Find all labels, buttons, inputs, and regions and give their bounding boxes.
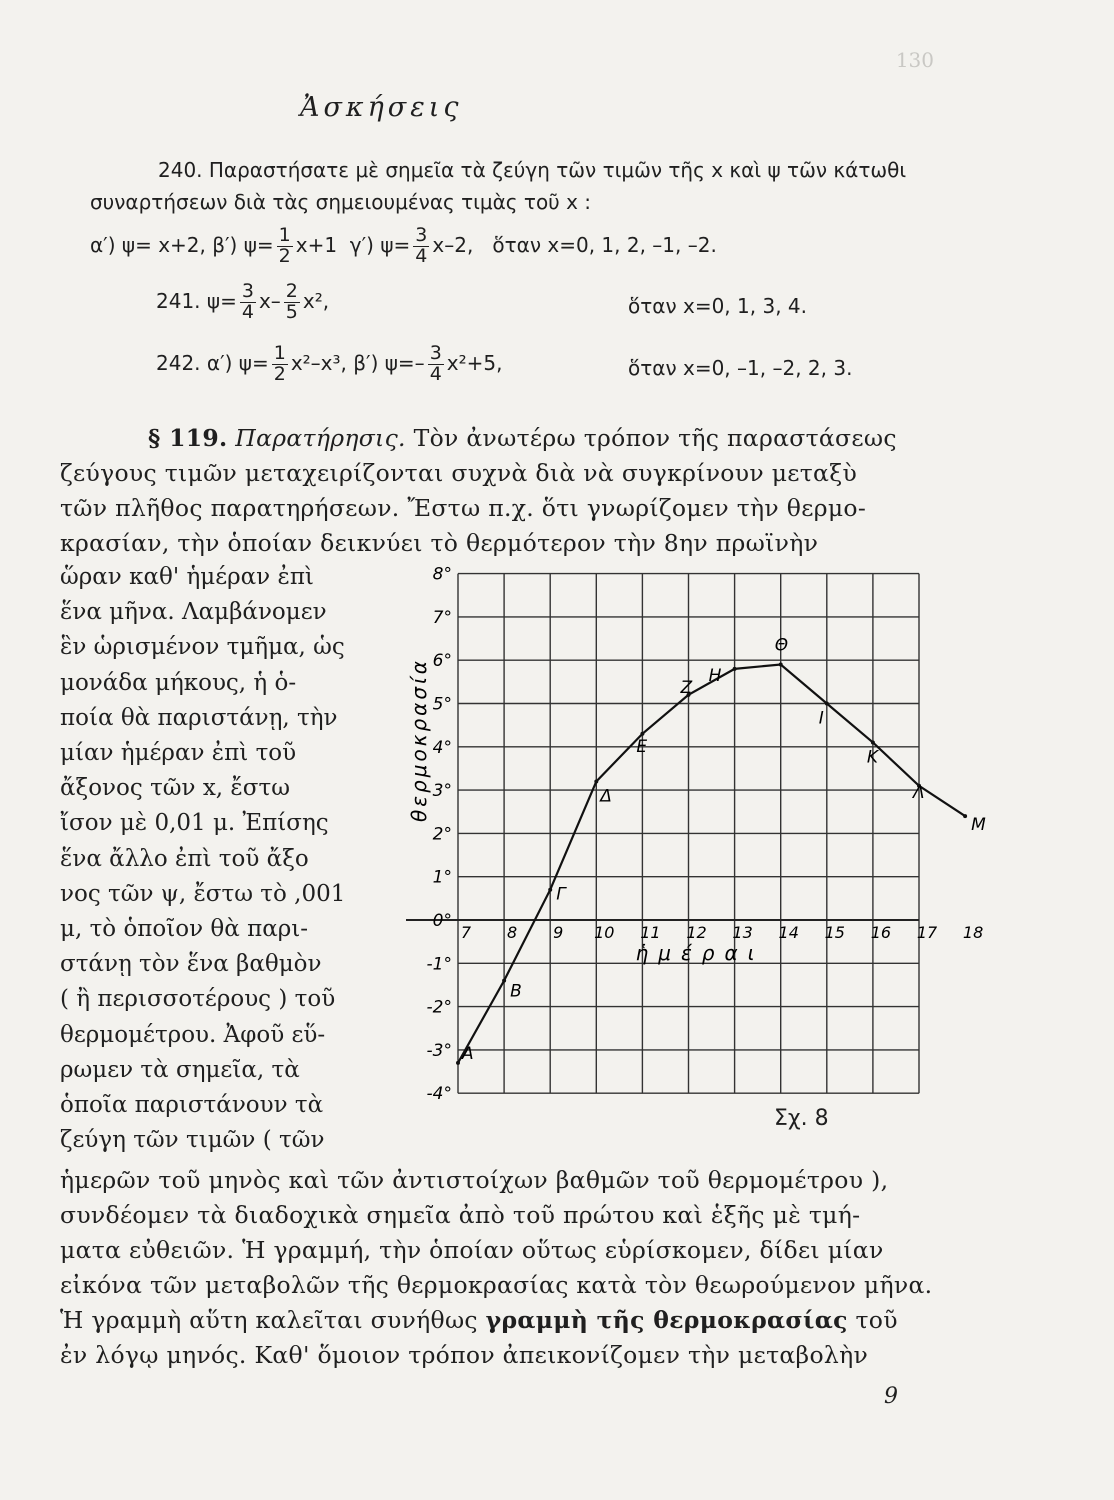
x-tick-label: 17: [916, 923, 938, 942]
point-label: Δ: [600, 786, 612, 807]
exercise-241-mid: x–: [258, 288, 281, 313]
paragraph-line-after-4: εἰκόνα τῶν μεταβολῶν τῆς θερμοκρασίας κατὰ τὸν θεωρούμενον μῆνα.: [60, 1271, 933, 1299]
point-label: H: [708, 665, 722, 686]
narrow-line: ἴσον μὲ 0,01 μ. Ἐπίσης: [60, 810, 329, 837]
paragraph-number: § 119.: [148, 424, 228, 452]
data-point: [594, 779, 598, 783]
fraction-numerator: 1: [273, 342, 286, 364]
exercise-242-a-pre: 242. α′) ψ=: [156, 350, 269, 375]
narrow-line: ( ἢ περισσοτέρους ) τοῦ: [60, 986, 336, 1013]
fraction-numerator: 3: [241, 280, 254, 302]
exercise-241-pre: 241. ψ=: [156, 288, 237, 313]
fraction: [284, 282, 300, 323]
x-tick-label: 18: [962, 923, 984, 942]
exercise-240-formulas: [90, 226, 717, 267]
point-label: A: [462, 1043, 474, 1064]
narrow-line: ὁποῖα παριστάνουν τὰ: [60, 1092, 324, 1118]
data-point: [963, 814, 967, 818]
narrow-line: μονάδα μήκους, ἡ ὁ-: [60, 669, 297, 696]
data-point: [871, 740, 875, 744]
fraction-denominator: 4: [429, 362, 442, 385]
narrow-line: ρωμεν τὰ σημεῖα, τὰ: [60, 1056, 300, 1083]
bottom-page-number: 9: [884, 1384, 898, 1409]
exercise-240-condition: ὅταν x=0, 1, 2, –1, –2.: [492, 232, 717, 257]
paragraph-line-after-1: ἡμερῶν τοῦ μηνὸς καὶ τῶν ἀντιστοίχων βαθμῶν τοῦ θερμομέτρου ),: [60, 1166, 889, 1194]
exercise-241-condition: ὅταν x=0, 1, 3, 4.: [628, 294, 807, 318]
data-point: [502, 979, 506, 983]
fraction-numerator: 2: [285, 280, 298, 302]
fraction-denominator: 4: [241, 300, 254, 323]
top-page-number: 130: [895, 48, 934, 72]
y-tick-label: 4°: [432, 737, 452, 758]
x-tick-label: 15: [824, 923, 845, 942]
y-tick-label: -4°: [426, 1084, 452, 1105]
narrow-line: στάνῃ τὸν ἕνα βαθμὸν: [60, 951, 322, 978]
temperature-line: [458, 665, 965, 1063]
y-tick-label: 8°: [432, 564, 452, 585]
narrow-line: νος τῶν ψ, ἔστω τὸ ,001: [60, 880, 346, 907]
fraction-numerator: 3: [415, 224, 428, 246]
narrow-line: ἄξονος τῶν x, ἔστω: [60, 775, 290, 802]
narrow-line: μίαν ἡμέραν ἐπὶ τοῦ: [60, 740, 297, 766]
fraction-denominator: 2: [273, 362, 286, 385]
paragraph-line-4: κρασίαν, τὴν ὁποίαν δεικνύει τὸ θερμότερον τὴν 8ην πρωϊνὴν: [60, 529, 819, 557]
exercise-242-b-pre: β′) ψ=–: [353, 350, 425, 375]
fraction-denominator: 2: [278, 244, 291, 267]
narrow-line: ποία θὰ παριστάνῃ, τὴν: [60, 704, 338, 731]
point-label: Γ: [556, 884, 566, 905]
x-axis-label: ἡμέραι: [635, 941, 765, 965]
paragraph-heading: Παρατήρησις.: [235, 424, 406, 452]
x-tick-label: 9: [553, 923, 564, 942]
line-after-5-post: τοῦ: [855, 1306, 898, 1334]
data-point: [825, 702, 829, 706]
data-point: [779, 663, 783, 667]
narrow-line: ἕνα μῆνα. Λαμβάνομεν: [60, 599, 327, 626]
x-axis-ticks: [461, 923, 983, 942]
y-tick-label: 6°: [432, 651, 452, 672]
fraction-denominator: 4: [415, 244, 428, 267]
exercise-240-c-post: x–2,: [432, 232, 474, 257]
x-tick-label: 12: [686, 923, 707, 942]
fraction: [413, 226, 429, 267]
x-tick-label: 7: [460, 923, 472, 942]
y-tick-label: 2°: [432, 824, 452, 845]
x-tick-label: 13: [732, 923, 753, 942]
temperature-chart: [395, 560, 986, 1105]
exercise-242-a-post: x²–x³,: [290, 350, 347, 375]
exercise-242: [156, 344, 502, 385]
y-tick-label: -1°: [426, 954, 452, 975]
paragraph-line-after-5: [60, 1306, 898, 1334]
y-tick-label: 1°: [432, 867, 452, 888]
y-tick-label: 7°: [432, 607, 452, 628]
exercise-240-line1: 240. Παραστήσατε μὲ σημεῖα τὰ ζεύγη τῶν τιμῶν τῆς x καὶ ψ τῶν κάτωθι: [158, 158, 907, 182]
exercise-241-post: x²,: [302, 288, 330, 313]
y-tick-label: 5°: [432, 694, 452, 715]
paragraph-line-after-3: ματα εὐθειῶν. Ἡ γραμμή, τὴν ὁποίαν οὕτως εὑρίσκομεν, δίδει μίαν: [60, 1236, 884, 1264]
paragraph-line-after-2: συνδέομεν τὰ διαδοχικὰ σημεῖα ἀπὸ τοῦ πρώτου καὶ ἑξῆς μὲ τμή-: [60, 1201, 861, 1229]
narrow-line: ζεύγη τῶν τιμῶν ( τῶν: [60, 1127, 325, 1154]
narrow-line: ὥραν καθ' ἡμέραν ἐπὶ: [60, 564, 314, 590]
narrow-line: ἓν ὡρισμένον τμῆμα, ὡς: [60, 634, 345, 661]
narrow-line: θερμομέτρου. Ἀφοῦ εὕ-: [60, 1021, 326, 1048]
fraction-numerator: 1: [278, 224, 291, 246]
chart-grid: [406, 574, 919, 1094]
exercise-240-b-post: x+1: [295, 232, 338, 257]
data-point: [640, 732, 644, 736]
point-label: Θ: [774, 635, 789, 656]
fraction: [240, 282, 256, 323]
point-label: Λ: [913, 782, 925, 803]
fraction: [272, 344, 288, 385]
narrow-line: μ, τὸ ὁποῖον θὰ παρι-: [60, 916, 309, 942]
section-title: Ἀσκήσεις: [300, 92, 463, 123]
exercise-240-b-pre: β′) ψ=: [212, 232, 274, 257]
exercise-242-b-post: x²+5,: [446, 350, 503, 375]
x-tick-label: 11: [640, 923, 661, 942]
data-point: [733, 667, 737, 671]
exercise-240-line2: συναρτήσεων διὰ τὰς σημειουμένας τιμὰς τοῦ x :: [90, 190, 592, 214]
fraction-numerator: 3: [429, 342, 442, 364]
point-label: M: [971, 815, 986, 836]
y-axis-label: θερμοκρασία: [407, 658, 431, 822]
y-tick-label: -2°: [426, 997, 452, 1018]
point-label: E: [636, 736, 648, 757]
fraction: [428, 344, 444, 385]
paragraph-line-1: [148, 424, 897, 452]
x-tick-label: 16: [870, 923, 892, 942]
point-label: Z: [680, 677, 693, 698]
temperature-series: [456, 636, 986, 1065]
data-point: [548, 888, 552, 892]
fraction-denominator: 5: [285, 300, 298, 323]
point-label: K: [866, 747, 879, 768]
term-temperature-line: γραμμὴ τῆς θερμοκρασίας: [485, 1306, 848, 1334]
figure-caption: Σχ. 8: [774, 1106, 829, 1131]
data-point: [456, 1061, 460, 1065]
exercise-242-condition: ὅταν x=0, –1, –2, 2, 3.: [628, 356, 853, 380]
exercise-240-c-pre: γ′) ψ=: [349, 232, 411, 257]
exercise-240-a: α′) ψ= x+2,: [90, 232, 206, 257]
point-label: I: [818, 708, 824, 729]
y-tick-label: 0°: [432, 911, 452, 931]
narrow-line: ἕνα ἄλλο ἐπὶ τοῦ ἄξο: [60, 845, 309, 872]
x-tick-label: 14: [778, 923, 799, 942]
line-after-5-pre: Ἡ γραμμὴ αὕτη καλεῖται συνήθως: [60, 1306, 478, 1334]
y-axis-ticks: [427, 565, 452, 1105]
point-label: B: [510, 981, 522, 1002]
x-tick-label: 8: [507, 923, 518, 942]
paragraph-line-1-text: Τὸν ἀνωτέρω τρόπον τῆς παραστάσεως: [413, 424, 897, 452]
exercise-241: [156, 282, 329, 323]
y-tick-label: 3°: [432, 781, 452, 802]
x-tick-label: 10: [594, 923, 615, 942]
paragraph-line-2: ζεύγους τιμῶν μεταχειρίζονται συχνὰ διὰ νὰ συγκρίνουν μεταξὺ: [60, 459, 858, 487]
y-tick-label: -3°: [426, 1040, 452, 1061]
paragraph-line-3: τῶν πλῆθος παρατηρήσεων. Ἔστω π.χ. ὅτι γνωρίζομεν τὴν θερμο-: [60, 494, 867, 522]
fraction: [277, 226, 293, 267]
paragraph-line-after-6: ἐν λόγῳ μηνός. Καθ' ὅμοιον τρόπον ἀπεικονίζομεν τὴν μεταβολὴν: [60, 1341, 869, 1369]
